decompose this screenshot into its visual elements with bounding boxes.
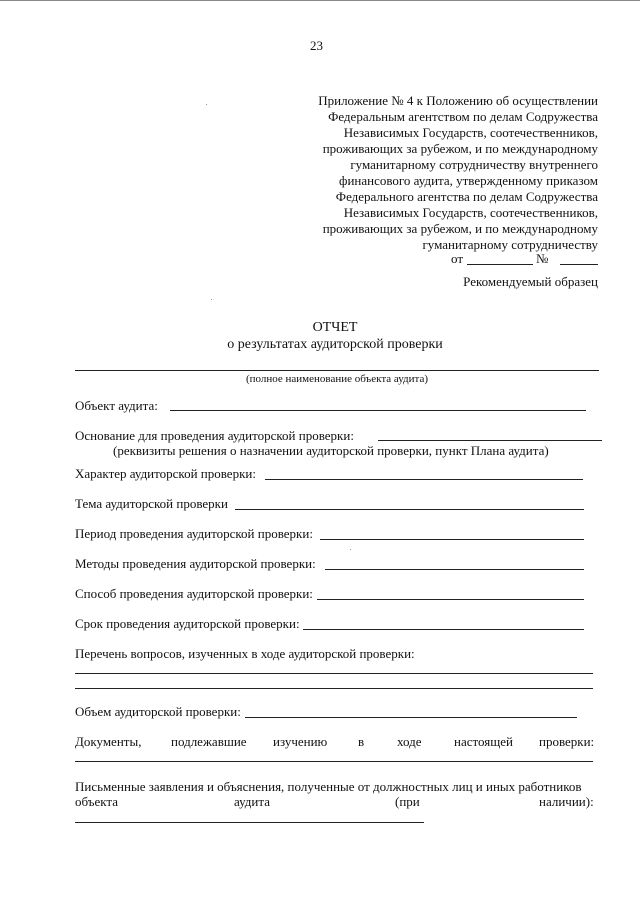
character-label: Характер аудиторской проверки: [75,466,256,481]
appendix-date-line[interactable] [467,264,533,265]
term-line[interactable] [303,629,584,630]
method-way-line[interactable] [317,599,584,600]
documents-word: подлежавшие [171,734,247,749]
basis-label: Основание для проведения аудиторской проверки: [75,428,354,443]
documents-word: Документы, [75,734,142,749]
object-label: Объект аудита: [75,398,158,413]
statements-word: объекта [75,794,119,809]
appendix-line: гуманитарному сотрудничеству внутреннего [350,157,598,172]
topic-label: Тема аудиторской проверки [75,496,228,511]
volume-line[interactable] [245,717,577,718]
term-label: Срок проведения аудиторской проверки: [75,616,300,631]
method-way-label: Способ проведения аудиторской проверки: [75,586,313,601]
page-number: 23 [310,38,323,53]
statements-word: наличии): [539,794,594,809]
documents-line[interactable] [75,761,593,762]
page-top-edge [0,0,640,1]
appendix-number-line[interactable] [560,264,598,265]
documents-word: ходе [397,734,422,749]
volume-label: Объем аудиторской проверки: [75,704,241,719]
scan-speck [211,299,212,300]
statements-line[interactable] [75,822,424,823]
questions-line-2[interactable] [75,688,593,689]
appendix-number-label: № [536,251,549,266]
scan-speck [206,104,207,105]
methods-label: Методы проведения аудиторской проверки: [75,556,316,571]
documents-word: в [358,734,365,749]
basis-line[interactable] [378,440,602,441]
period-line[interactable] [320,539,584,540]
questions-line-1[interactable] [75,673,593,674]
appendix-line: гуманитарному сотрудничеству [422,237,598,252]
appendix-line: Федерального агентства по делам Содружества [335,189,598,204]
appendix-line: Приложение № 4 к Положению об осуществлении [318,93,598,108]
object-line[interactable] [170,410,586,411]
scan-speck [350,549,351,550]
documents-word: изучению [273,734,328,749]
questions-label: Перечень вопросов, изученных в ходе аудиторской проверки: [75,646,415,661]
appendix-line: Федеральным агентством по делам Содружества [328,109,598,124]
documents-word: настоящей [454,734,513,749]
character-line[interactable] [265,479,583,480]
basis-hint: (реквизиты решения о назначении аудиторской проверки, пункт Плана аудита) [113,443,549,458]
appendix-date-label: от [451,251,464,266]
statements-word: (при [395,794,420,809]
period-label: Период проведения аудиторской проверки: [75,526,313,541]
report-title: ОТЧЕТ [312,320,358,335]
report-subtitle: о результатах аудиторской проверки [227,337,443,352]
topic-line[interactable] [235,509,584,510]
appendix-line: финансового аудита, утвержденному приказом [339,173,598,188]
object-name-hint: (полное наименование объекта аудита) [245,373,429,385]
object-name-line[interactable] [75,370,599,371]
appendix-line: Независимых Государств, соотечественников, [343,205,598,220]
appendix-line: проживающих за рубежом, и по международному [322,221,598,236]
statements-word: аудита [234,794,270,809]
documents-word: проверки: [539,734,595,749]
recommended-sample: Рекомендуемый образец [463,274,598,289]
appendix-line: проживающих за рубежом, и по международному [322,141,598,156]
statements-line-1: Письменные заявления и объяснения, полученные от должностных лиц и иных работников [75,779,582,794]
appendix-line: Независимых Государств, соотечественников, [343,125,598,140]
methods-line[interactable] [325,569,584,570]
